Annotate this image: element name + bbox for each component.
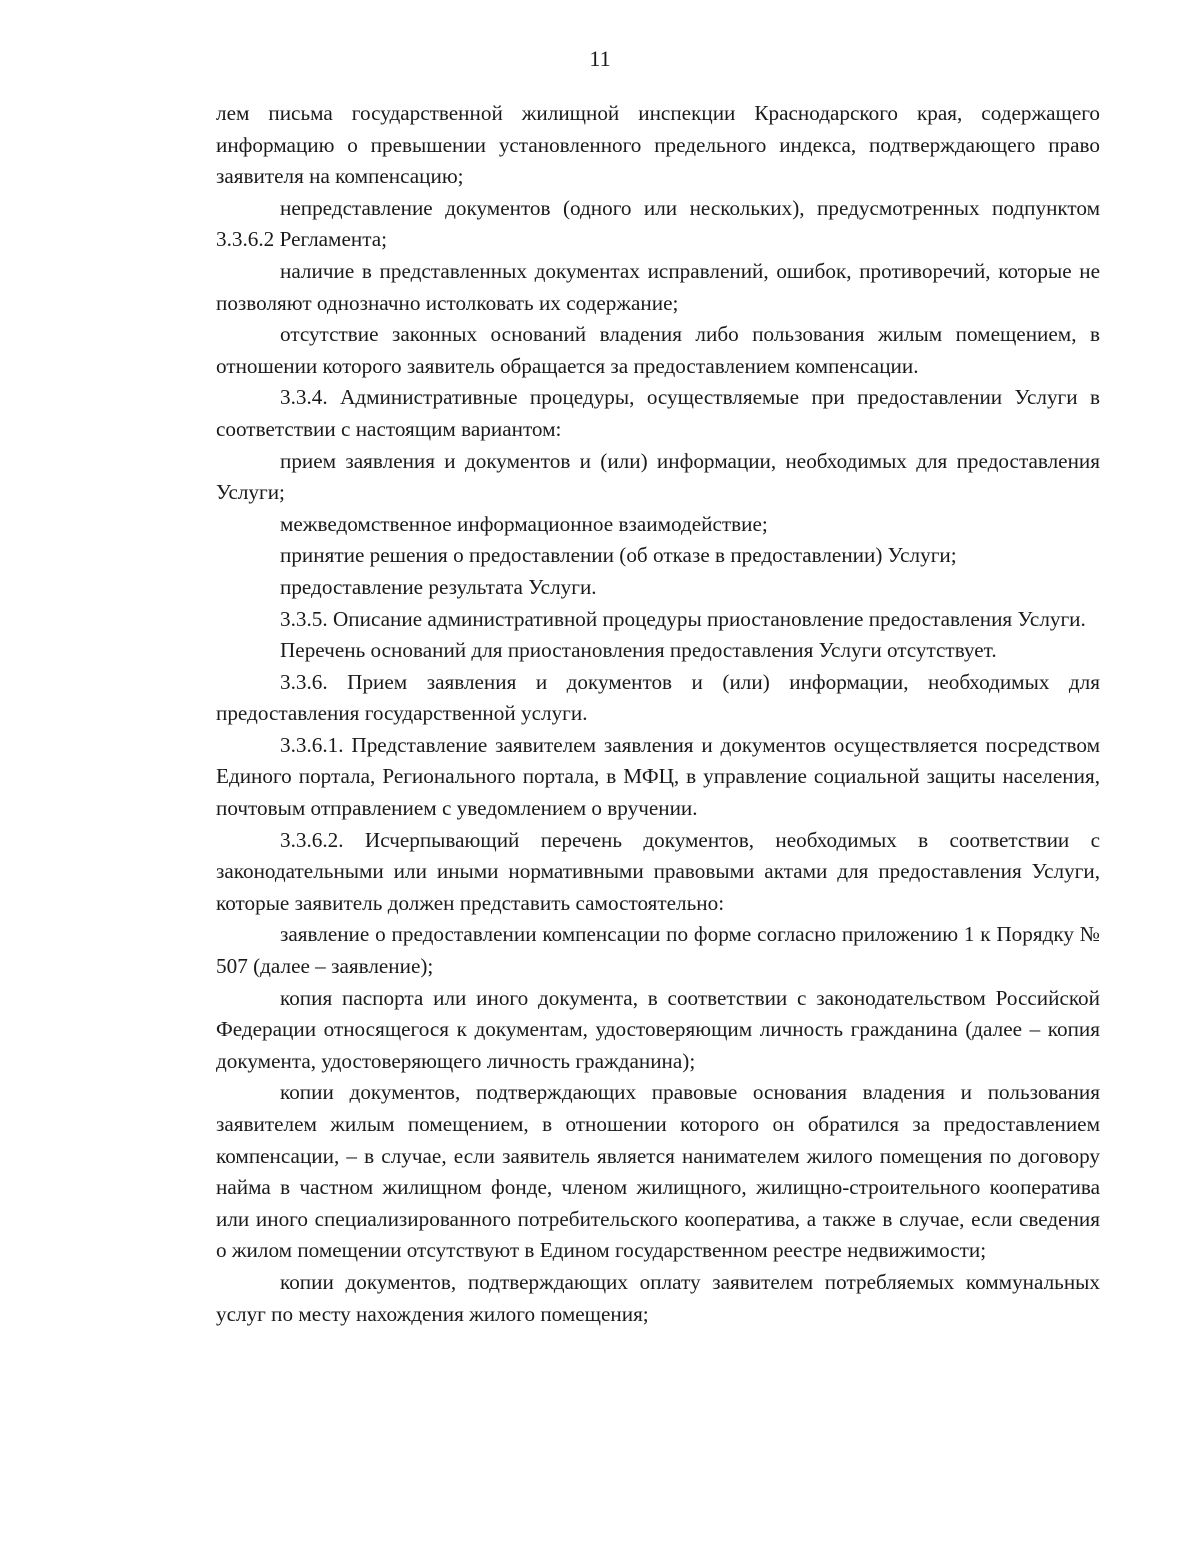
paragraph: копии документов, подтверждающих правовые основания владения и пользования заявителем жилым помещением, в отношении которого он обратился за предоставлением компенсации, – в случае, если заявитель является нанимателем жилого помещения по договору найма в частном жилищном фонде, членом жилищного, жилищно-строительного кооператива или иного специализированного потребительского кооператива, а также в случае, если сведения о жилом помещении отсутствуют в Едином государственном реестре недвижимости; — [216, 1080, 1100, 1263]
paragraph: 3.3.6. Прием заявления и документов и (или) информации, необходимых для предоставления государственной услуги. — [216, 669, 1100, 726]
paragraph: 3.3.6.1. Представление заявителем заявления и документов осуществляется посредством Единого портала, Регионального портала, в МФЦ, в управление социальной защиты населения, почтовым отправлением с уведомлением о вручении. — [216, 732, 1100, 821]
paragraph: копия паспорта или иного документа, в соответствии с законодательством Российской Федерации относящегося к документам, удостоверяющим личность гражданина (далее – копия документа, удостоверяющего личность гражданина); — [216, 985, 1100, 1073]
paragraph: Перечень оснований для приостановления предоставления Услуги отсутствует. — [280, 638, 997, 663]
page-number: 11 — [589, 46, 611, 71]
paragraph-continuation: лем письма государственной жилищной инспекции Краснодарского края, содержащего информацию о превышении установленного предельного индекса, подтверждающего право заявителя на компенсацию; — [216, 101, 1100, 189]
paragraph: копии документов, подтверждающих оплату заявителем потребляемых коммунальных услуг по месту нахождения жилого помещения; — [216, 1269, 1100, 1326]
paragraph: предоставление результата Услуги. — [280, 574, 597, 599]
paragraph: отсутствие законных оснований владения либо пользования жилым помещением, в отношении которого заявитель обращается за предоставлением компенсации. — [216, 322, 1100, 378]
document-body — [216, 98, 1100, 1330]
paragraph: наличие в представленных документах исправлений, ошибок, противоречий, которые не позволяют однозначно истолковать их содержание; — [216, 258, 1100, 315]
paragraph: 3.3.4. Административные процедуры, осуществляемые при предоставлении Услуги в соответствии с настоящим вариантом: — [216, 385, 1100, 441]
paragraph: непредставление документов (одного или нескольких), предусмотренных подпунктом 3.3.6.2 Регламента; — [216, 195, 1100, 252]
paragraph: заявление о предоставлении компенсации по форме согласно приложению 1 к Порядку № 507 (далее – заявление); — [216, 922, 1100, 979]
paragraph: межведомственное информационное взаимодействие; — [280, 511, 768, 536]
paragraph: принятие решения о предоставлении (об отказе в предоставлении) Услуги; — [280, 543, 957, 568]
paragraph: прием заявления и документов и (или) информации, необходимых для предоставления Услуги; — [216, 448, 1100, 505]
paragraph: 3.3.6.2. Исчерпывающий перечень документов, необходимых в соответствии с законодательными или иными нормативными правовыми актами для предоставления Услуги, которые заявитель должен представить самостоятельно: — [216, 827, 1100, 915]
paragraph: 3.3.5. Описание административной процедуры приостановление предоставления Услуги. — [280, 606, 1086, 631]
